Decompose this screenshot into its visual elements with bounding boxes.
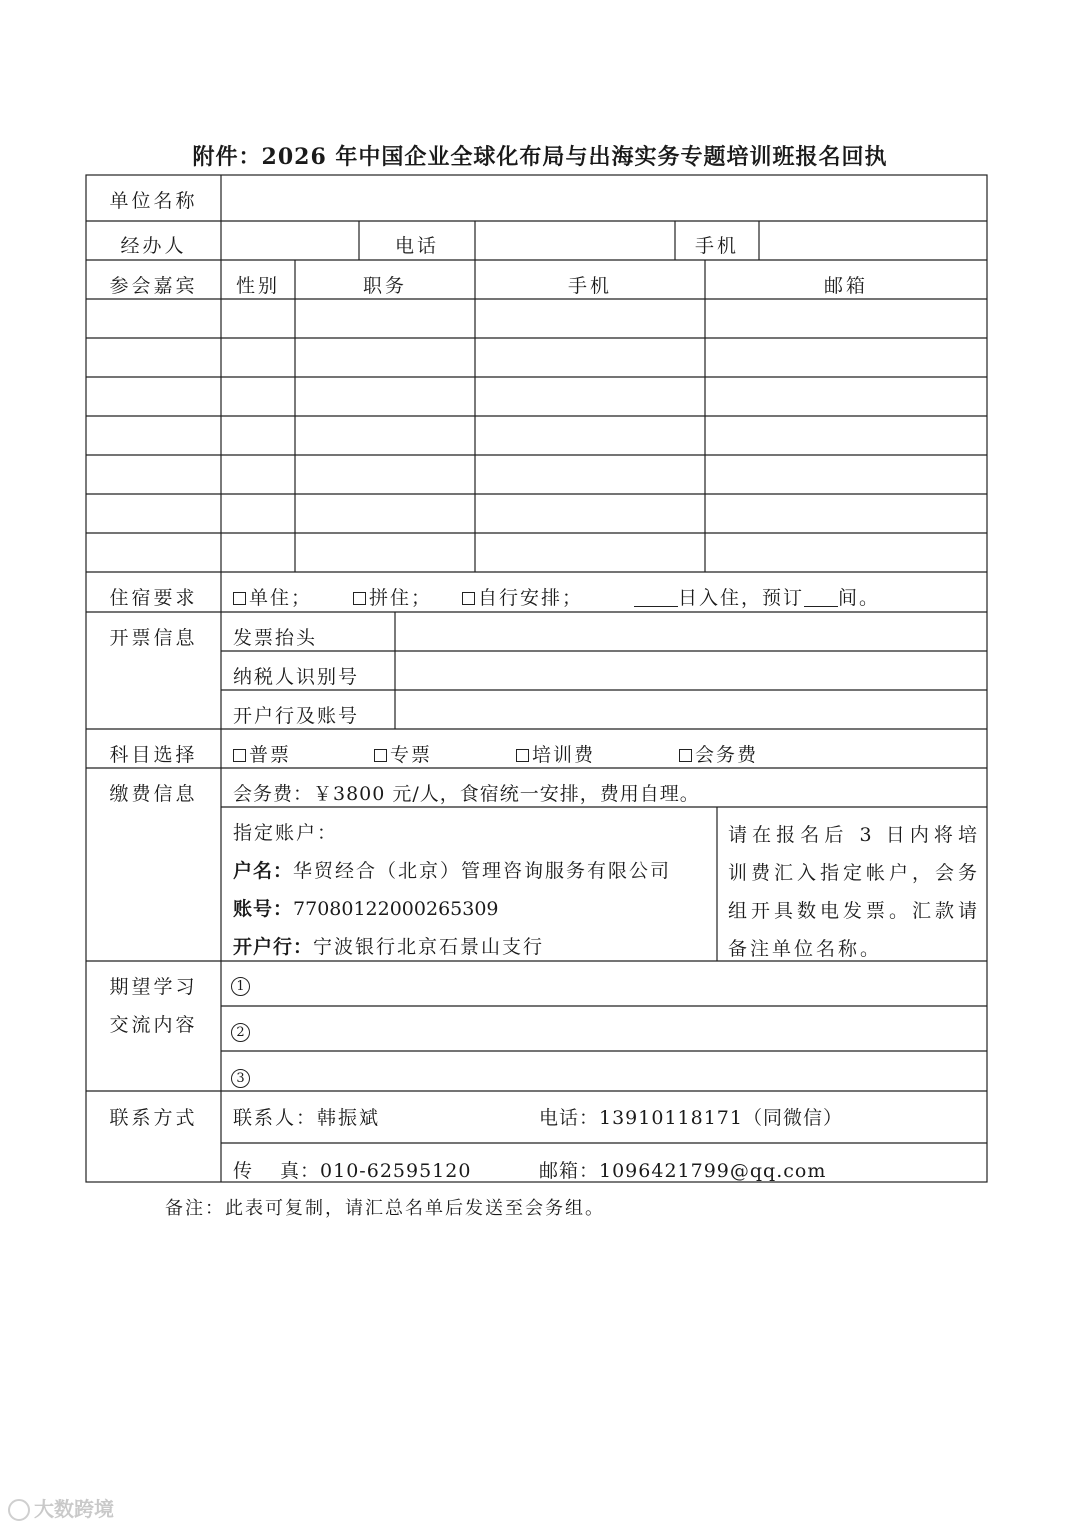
payment-note: 请在报名后 3 日内将培训费汇入指定帐户，会务组开具数电发票。汇款请备注单位名称。 [728,824,980,960]
contact-fax: 传 真：010-62595120 [233,1160,472,1182]
label-guests: 参会嘉宾 [109,275,198,297]
label-lodging: 住宿要求 [109,587,198,609]
checkbox-icon [462,592,475,605]
checkbox-icon [374,749,387,762]
form-title: 附件：2026 年中国企业全球化布局与出海实务专题培训班报名回执 [192,144,888,170]
checkbox-icon [679,749,692,762]
label-mobile: 手机 [694,235,739,257]
contact-email: 邮箱：1096421799@qq.com [539,1160,827,1182]
payment-bank: 开户行：宁波银行北京石景山支行 [233,936,545,958]
circled-number-icon: 3 [231,1069,250,1088]
label-expect-line1: 期望学习 [109,976,198,998]
footnote: 备注：此表可复制，请汇总名单后发送至会务组。 [165,1198,605,1219]
checkbox-icon [516,749,529,762]
label-taxpayer-id: 纳税人识别号 [233,666,360,688]
lodging-shared[interactable]: 拼住； [353,583,432,610]
label-contact: 联系方式 [109,1107,198,1129]
subject-conference-fee[interactable]: 会务费 [679,740,758,767]
subject-training-fee[interactable]: 培训费 [516,740,595,767]
label-phone: 电话 [394,235,439,257]
header-email: 邮箱 [823,275,868,297]
label-bank-account: 开户行及账号 [233,705,360,727]
header-position: 职务 [362,275,407,297]
label-invoice-title: 发票抬头 [233,627,318,649]
expect-item-2[interactable] [231,1019,250,1042]
payment-fee: 会务费：￥3800 元/人，食宿统一安排，费用自理。 [233,783,700,805]
payment-account-name: 户名：华贸经合（北京）管理咨询服务有限公司 [233,860,672,882]
checkbox-icon [233,749,246,762]
watermark-logo-icon [8,1499,30,1521]
header-mobile: 手机 [567,275,612,297]
lodging-single[interactable]: 单住； [233,583,312,610]
label-payment: 缴费信息 [109,783,198,805]
circled-number-icon: 1 [231,977,250,996]
label-expect-line2: 交流内容 [109,1014,198,1036]
room-count-blank[interactable] [804,590,838,607]
watermark: 大数跨境 [8,1493,114,1522]
checkin-day-blank[interactable] [634,590,678,607]
lodging-checkin: 日入住，预订 间。 [634,583,880,610]
label-subject: 科目选择 [109,744,198,766]
contact-person: 联系人：韩振斌 [233,1107,381,1129]
circled-number-icon: 2 [231,1023,250,1042]
expect-item-1[interactable] [231,973,250,996]
contact-phone: 电话：13910118171（同微信） [539,1107,843,1129]
checkbox-icon [353,592,366,605]
lodging-self[interactable]: 自行安排； [462,583,583,610]
payment-account-no: 账号：77080122000265309 [233,898,499,920]
header-gender: 性别 [235,275,280,297]
label-invoice: 开票信息 [109,627,198,649]
label-unit-name: 单位名称 [109,190,198,212]
label-handler: 经办人 [120,235,187,257]
subject-normal-invoice[interactable]: 普票 [233,740,291,767]
checkbox-icon [233,592,246,605]
subject-special-invoice[interactable]: 专票 [374,740,432,767]
payment-designated: 指定账户： [233,822,339,844]
expect-item-3[interactable] [231,1065,250,1088]
